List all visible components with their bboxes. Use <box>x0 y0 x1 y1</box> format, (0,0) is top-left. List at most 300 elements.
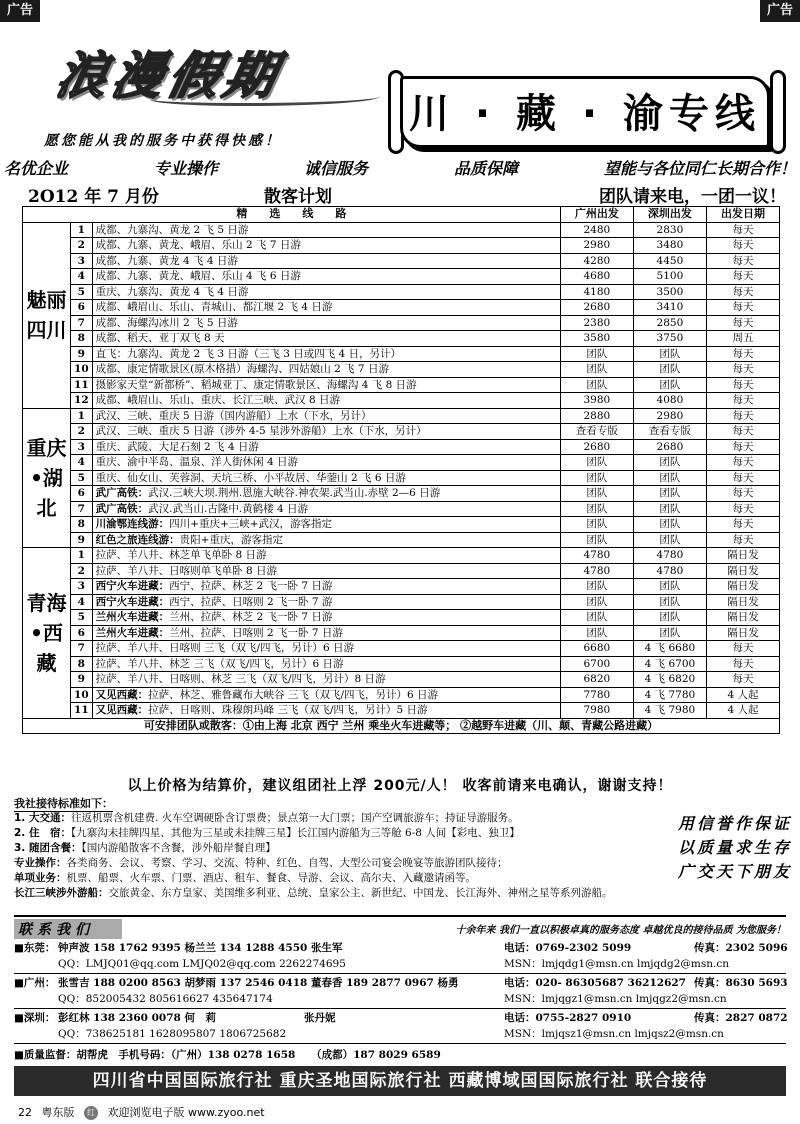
quality-supervision: ■质量监督：胡帮虎 手机号码：（广州）138 0278 1658 （成都）187 8029 6589 <box>14 1049 441 1061</box>
arrange-note-row <box>23 718 780 734</box>
departure-date: 每天 <box>706 656 779 672</box>
route-cell <box>92 253 560 269</box>
route-text: 成都、九寨、黄龙 4 飞 4 日游 <box>95 254 238 267</box>
row-number: 7 <box>71 641 93 657</box>
city-label: ■深圳： <box>14 1012 56 1024</box>
row-number: 3 <box>71 253 93 269</box>
route-text: 成都、九寨、黄龙、峨眉、乐山 4 飞 6 日游 <box>95 270 301 283</box>
price-shenzhen: 5100 <box>633 269 706 285</box>
route-text: 成都、海螺沟冰川 2 飞 5 日游 <box>95 316 238 329</box>
table-row <box>23 424 780 440</box>
standards-list <box>14 811 634 901</box>
route-cell <box>92 703 560 719</box>
route-text: 武汉、三峡、重庆 5 日游（国内游船）上水（下水，另计） <box>95 409 372 422</box>
contact-names: 钟声波 158 1762 9395 杨兰兰 134 1288 4550 张生军 <box>58 942 343 954</box>
table-row <box>23 331 780 347</box>
departure-date: 每天 <box>706 346 779 362</box>
price-shenzhen: 4780 <box>633 548 706 564</box>
price-guangzhou: 团队 <box>560 625 633 641</box>
plan-title-bar <box>14 182 786 207</box>
price-guangzhou: 团队 <box>560 470 633 486</box>
price-guangzhou: 6680 <box>560 641 633 657</box>
arrange-note: 可安排团队或散客：①由上海 北京 西宁 兰州 乘坐火车进藏等； ②越野车进藏（川、颠、青藏公路进藏） <box>23 718 780 734</box>
row-number: 2 <box>71 238 93 254</box>
route-prefix: 武广高铁： <box>95 502 149 515</box>
row-number: 4 <box>71 594 93 610</box>
contact-tel: 电话：0755-2827 0910 <box>504 1012 632 1024</box>
departure-date: 隔日发 <box>706 594 779 610</box>
route-prefix: 又见西藏： <box>95 688 149 701</box>
contact-fax: 传真：2827 0872 <box>694 1012 788 1024</box>
table-row <box>23 377 780 393</box>
route-text: 贵阳+重庆，游客指定 <box>179 533 283 546</box>
price-guangzhou: 6820 <box>560 672 633 688</box>
route-prefix: 兰州火车进藏： <box>95 611 170 624</box>
route-cell <box>92 625 560 641</box>
slogan: 愿您能从我的服务中获得快感！ <box>44 133 282 149</box>
header-route: 精 选 线 路 <box>23 207 561 223</box>
standard-item: 长江三峡涉外游船：交旅黄金、东方皇家、美国维多利亚、总统、皇家公主、新世纪、中国龙、长江海外、神州之星等系列游船。 <box>14 887 613 899</box>
row-number: 3 <box>71 579 93 595</box>
route-text: 重庆、仙女山、芙蓉洞、天坑三桥、小平故居、华蓥山 2 飞 6 日游 <box>95 471 406 484</box>
departure-date: 每天 <box>706 641 779 657</box>
departure-date: 每天 <box>706 377 779 393</box>
agencies-footer: 四川省中国国际旅行社 重庆圣地国际旅行社 西藏博域国国际旅行社 联合接待 <box>14 1066 786 1096</box>
row-number: 6 <box>71 300 93 316</box>
row-number: 4 <box>71 455 93 471</box>
row-number: 10 <box>71 362 93 378</box>
route-cell <box>92 548 560 564</box>
price-guangzhou: 4280 <box>560 253 633 269</box>
price-guangzhou: 团队 <box>560 610 633 626</box>
price-shenzhen: 3750 <box>633 331 706 347</box>
row-number: 8 <box>71 517 93 533</box>
service-motto: 以质量求生存 <box>677 838 792 857</box>
route-cell <box>92 641 560 657</box>
route-cell <box>92 424 560 440</box>
region-label: 青海•西藏 <box>23 548 71 719</box>
table-row <box>23 563 780 579</box>
motto: 诚信服务 <box>303 159 368 178</box>
route-cell <box>92 300 560 316</box>
table-row <box>23 238 780 254</box>
price-guangzhou: 团队 <box>560 517 633 533</box>
departure-date: 每天 <box>706 362 779 378</box>
routes-body <box>23 222 780 734</box>
table-row <box>23 656 780 672</box>
departure-date: 每天 <box>706 424 779 440</box>
plan-date: 2O12 年 7 月份 <box>28 187 159 207</box>
service-mottos <box>642 812 792 884</box>
price-shenzhen: 3410 <box>633 300 706 316</box>
contact-tagline: 十余年来 我们一直以积极卓真的服务态度 卓越优良的接待品质 为您服务！ <box>455 925 786 936</box>
price-shenzhen: 2980 <box>633 408 706 424</box>
row-number: 1 <box>71 408 93 424</box>
route-text: 兰州、拉萨、林芝 2 飞一卧 7 日游 <box>169 611 333 624</box>
contact-msn: MSN：lmjqsz1@msn.cn lmjqsz2@msn.cn <box>504 1028 724 1040</box>
route-cell <box>92 501 560 517</box>
price-guangzhou: 团队 <box>560 362 633 378</box>
city-label: ■广州： <box>14 977 56 989</box>
contact-shenzhen <box>14 1010 786 1042</box>
departure-date: 4 人起 <box>706 703 779 719</box>
row-number: 4 <box>71 269 93 285</box>
table-row <box>23 501 780 517</box>
table-row <box>23 641 780 657</box>
page-footer <box>18 1104 271 1120</box>
price-shenzhen: 团队 <box>633 470 706 486</box>
price-shenzhen: 4080 <box>633 393 706 409</box>
motto: 品质保障 <box>453 159 518 178</box>
route-cell <box>92 610 560 626</box>
departure-date: 每天 <box>706 222 779 238</box>
route-text: 拉萨、羊八井、日喀则、林芝 三飞（双飞/四飞，另计）8 日游 <box>95 673 386 686</box>
row-number: 7 <box>71 501 93 517</box>
price-note: 以上价格为结算价，建议组团社上浮 200元/人！ 收客前请来电确认，谢谢支持！ <box>127 778 673 794</box>
price-shenzhen: 团队 <box>633 455 706 471</box>
scroll-roll-right <box>770 70 786 154</box>
price-guangzhou: 团队 <box>560 532 633 548</box>
route-text: 西宁、拉萨、日喀则 2 飞一卧 7 游 <box>169 595 333 608</box>
row-number: 10 <box>71 687 93 703</box>
table-row <box>23 455 780 471</box>
price-guangzhou: 3580 <box>560 331 633 347</box>
mottos-bar <box>4 156 796 179</box>
route-cell <box>92 362 560 378</box>
motto: 名优企业 <box>4 159 69 178</box>
price-shenzhen: 3480 <box>633 238 706 254</box>
table-row <box>23 579 780 595</box>
table-row <box>23 532 780 548</box>
price-guangzhou: 团队 <box>560 486 633 502</box>
departure-date: 隔日发 <box>706 610 779 626</box>
departure-date: 隔日发 <box>706 563 779 579</box>
edition-badge-icon: 红 <box>84 1106 98 1120</box>
price-guangzhou: 团队 <box>560 594 633 610</box>
route-cell <box>92 532 560 548</box>
route-text: 拉萨、羊八井、日喀则单飞单卧 8 日游 <box>95 564 277 577</box>
price-guangzhou: 4680 <box>560 269 633 285</box>
price-guangzhou: 2880 <box>560 408 633 424</box>
standard-item: 1. 大交通：往返机票含机建费. 火车空调硬卧含订票费；景点第一大门票；国产空调旅游车；持证导游服务。 <box>14 812 519 824</box>
city-label: ■东莞： <box>14 942 56 954</box>
divider <box>14 1008 786 1009</box>
motto: 望能与各位同仁长期合作！ <box>603 159 796 178</box>
route-cell <box>92 455 560 471</box>
price-shenzhen: 4 飞 6820 <box>633 672 706 688</box>
edition: 粤东版 <box>41 1106 75 1119</box>
contact-qq: QQ：852005432 805616627 435647174 <box>58 993 273 1005</box>
price-shenzhen: 4 飞 7780 <box>633 687 706 703</box>
row-number: 9 <box>71 672 93 688</box>
route-text: 拉萨、林芝、雅鲁藏布大峡谷 三飞（双飞/四飞，另计）6 日游 <box>148 688 439 701</box>
price-guangzhou: 7980 <box>560 703 633 719</box>
table-row <box>23 703 780 719</box>
price-guangzhou: 2680 <box>560 439 633 455</box>
price-shenzhen: 团队 <box>633 610 706 626</box>
table-row <box>23 594 780 610</box>
route-text: 成都、峨眉山、乐山、青城山、都江堰 2 飞 4 日游 <box>95 301 333 314</box>
route-cell <box>92 222 560 238</box>
route-cell <box>92 486 560 502</box>
route-cell <box>92 672 560 688</box>
logo: 浪漫假期 <box>50 46 288 105</box>
row-number: 5 <box>71 470 93 486</box>
price-shenzhen: 4 飞 6700 <box>633 656 706 672</box>
price-guangzhou: 查看专版 <box>560 424 633 440</box>
contact-qq: QQ：738625181 1628095807 1806725682 <box>58 1028 287 1040</box>
route-cell <box>92 439 560 455</box>
table-row <box>23 687 780 703</box>
row-number: 11 <box>71 377 93 393</box>
table-row <box>23 625 780 641</box>
departure-date: 每天 <box>706 517 779 533</box>
table-header-row <box>23 207 780 223</box>
row-number: 11 <box>71 703 93 719</box>
route-text: 成都、峨眉山、乐山、重庆、长江三峡、武汉 8 日游 <box>95 394 340 407</box>
contact-fax: 传真：8630 5693 <box>694 977 788 989</box>
table-row <box>23 408 780 424</box>
logo-swoosh <box>150 90 380 106</box>
departure-date: 每天 <box>706 269 779 285</box>
contact-names: 张雪吉 188 0200 8563 胡梦雨 137 2546 0418 董春香 189 2877 0967 杨勇 <box>58 977 459 989</box>
contact-tel: 电话：020- 86305687 36212627 <box>504 977 686 989</box>
price-guangzhou: 2480 <box>560 222 633 238</box>
contact-guangzhou <box>14 975 786 1007</box>
departure-date: 每天 <box>706 439 779 455</box>
departure-date: 每天 <box>706 532 779 548</box>
route-cell <box>92 377 560 393</box>
route-prefix: 西宁火车进藏： <box>95 595 170 608</box>
table-row <box>23 517 780 533</box>
row-number: 9 <box>71 532 93 548</box>
route-text: 四川+重庆+三峡+武汉，游客指定 <box>169 518 333 531</box>
price-shenzhen: 团队 <box>633 362 706 378</box>
route-text: 武汉、三峡、重庆 5 日游（涉外 4-5 星涉外游船）上水（下水，另计） <box>95 425 427 438</box>
standards-label: 我社接待标准如下： <box>14 797 113 810</box>
route-text: 重庆、渝中半岛、温泉、洋人街休闲 4 日游 <box>95 456 298 469</box>
row-number: 3 <box>71 439 93 455</box>
route-text: 拉萨、羊八井、日喀则 三飞（双飞/四飞，另计）6 日游 <box>95 642 355 655</box>
row-number: 2 <box>71 424 93 440</box>
row-number: 6 <box>71 486 93 502</box>
row-number: 1 <box>71 222 93 238</box>
table-row <box>23 222 780 238</box>
route-text: 西宁、拉萨、林芝 2 飞一卧 7 日游 <box>169 580 333 593</box>
service-motto: 用信誉作保证 <box>677 814 792 833</box>
standard-item: 3. 随团含餐：【国内游船散客不含餐，涉外船岸餐自理】 <box>14 842 276 854</box>
departure-date: 每天 <box>706 486 779 502</box>
departure-date: 隔日发 <box>706 579 779 595</box>
region-label: 魅丽四川 <box>23 222 71 408</box>
row-number: 5 <box>71 284 93 300</box>
route-text: 成都、九寨沟、黄龙 2 飞 5 日游 <box>95 223 249 236</box>
standard-item: 专业操作：各类商务、会议、考察、学习、交流、特种、红色、自驾、大型公司宴会晚宴等旅游团队接待； <box>14 857 508 869</box>
departure-date: 周五 <box>706 331 779 347</box>
route-cell <box>92 408 560 424</box>
departure-date: 每天 <box>706 238 779 254</box>
plan-name: 散客计划 <box>264 187 332 207</box>
route-cell <box>92 238 560 254</box>
route-prefix: 又见西藏： <box>95 704 149 717</box>
row-number: 6 <box>71 625 93 641</box>
price-guangzhou: 团队 <box>560 377 633 393</box>
route-text: 成都、康定情歌景区(原木格措）海螺沟、四姑娘山 2 飞 7 日游 <box>95 363 389 376</box>
route-prefix: 川渝鄂连线游： <box>95 518 170 531</box>
price-guangzhou: 团队 <box>560 579 633 595</box>
route-text: 重庆、九寨沟、黄龙 4 飞 4 日游 <box>95 285 249 298</box>
table-row <box>23 269 780 285</box>
departure-date: 每天 <box>706 393 779 409</box>
price-guangzhou: 6700 <box>560 656 633 672</box>
price-guangzhou: 4780 <box>560 548 633 564</box>
ad-tag-left: 广告 <box>0 0 40 22</box>
route-text: 武汉.三峡大坝.荆州.恩施大峡谷.神农架.武当山.赤壁 2—6 日游 <box>148 487 441 500</box>
price-shenzhen: 团队 <box>633 625 706 641</box>
table-row <box>23 486 780 502</box>
standard-item: 2. 住 宿：【九寨沟未挂牌四星、其他为三星或未挂牌三星】长江国内游船为三等舱 6-8 人间【彩电、独卫】 <box>14 827 520 839</box>
price-guangzhou: 团队 <box>560 346 633 362</box>
routes-table <box>22 206 780 734</box>
table-row <box>23 253 780 269</box>
route-text: 拉萨、日喀则、珠穆朗玛峰 三飞（双飞/四飞，另计）5 日游 <box>148 704 428 717</box>
route-text: 武汉.武当山.古隆中.黄鹤楼 4 日游 <box>148 502 309 515</box>
row-number: 1 <box>71 548 93 564</box>
price-shenzhen: 团队 <box>633 486 706 502</box>
price-shenzhen: 团队 <box>633 517 706 533</box>
price-guangzhou: 团队 <box>560 455 633 471</box>
price-shenzhen: 团队 <box>633 532 706 548</box>
standard-item: 单项业务：机票、船票、火车票、门票、酒店、租车、餐食、导游、会议、高尔夫、入藏邀请函等。 <box>14 872 476 884</box>
table-row <box>23 548 780 564</box>
route-cell <box>92 393 560 409</box>
departure-date: 每天 <box>706 672 779 688</box>
contact-header <box>14 915 786 938</box>
price-guangzhou: 团队 <box>560 501 633 517</box>
departure-date: 每天 <box>706 315 779 331</box>
divider <box>14 1043 786 1044</box>
price-shenzhen: 团队 <box>633 579 706 595</box>
table-row <box>23 315 780 331</box>
price-shenzhen: 4780 <box>633 563 706 579</box>
route-prefix: 红色之旅连线游： <box>95 533 180 546</box>
row-number: 9 <box>71 346 93 362</box>
contact-dongguan <box>14 940 786 972</box>
departure-date: 每天 <box>706 455 779 471</box>
page-number: 22 <box>18 1106 32 1119</box>
header <box>0 22 800 172</box>
route-text: 成都、九寨、黄龙、峨眉、乐山 2 飞 7 日游 <box>95 239 301 252</box>
header-date: 出发日期 <box>706 207 779 223</box>
route-cell <box>92 331 560 347</box>
route-cell <box>92 269 560 285</box>
price-guangzhou: 3980 <box>560 393 633 409</box>
region-label: 重庆•湖北 <box>23 408 71 548</box>
header-gz: 广州出发 <box>560 207 633 223</box>
banner-title: 川 · 藏 · 渝专线 <box>408 91 762 137</box>
departure-date: 每天 <box>706 284 779 300</box>
price-shenzhen: 2680 <box>633 439 706 455</box>
contact-msn: MSN：lmjqgz1@msn.cn lmjqgz2@msn.cn <box>504 993 727 1005</box>
row-number: 12 <box>71 393 93 409</box>
price-shenzhen: 2830 <box>633 222 706 238</box>
motto: 专业操作 <box>153 159 218 178</box>
divider <box>14 973 786 974</box>
route-text: 摄影家天堂“新都桥”、稻城亚丁、康定情歌景区、海螺沟 4 飞 8 日游 <box>95 378 417 391</box>
row-number: 8 <box>71 656 93 672</box>
route-cell <box>92 687 560 703</box>
price-guangzhou: 4780 <box>560 563 633 579</box>
price-shenzhen: 查看专版 <box>633 424 706 440</box>
contact-msn: MSN：lmjqdg1@msn.cn lmjqdg2@msn.cn <box>504 958 729 970</box>
table-row <box>23 439 780 455</box>
table-row <box>23 610 780 626</box>
row-number: 2 <box>71 563 93 579</box>
route-cell <box>92 563 560 579</box>
price-shenzhen: 4 飞 7980 <box>633 703 706 719</box>
departure-date: 每天 <box>706 470 779 486</box>
departure-date: 隔日发 <box>706 625 779 641</box>
route-text: 拉萨、羊八井、林芝单飞单卧 8 日游 <box>95 549 267 562</box>
route-cell <box>92 346 560 362</box>
price-guangzhou: 2680 <box>560 300 633 316</box>
route-cell <box>92 315 560 331</box>
departure-date: 每天 <box>706 408 779 424</box>
table-row <box>23 672 780 688</box>
departure-date: 每天 <box>706 501 779 517</box>
route-cell <box>92 594 560 610</box>
ad-tag-right: 广告 <box>760 0 800 22</box>
departure-date: 4 人起 <box>706 687 779 703</box>
route-cell <box>92 284 560 300</box>
departure-date: 每天 <box>706 253 779 269</box>
route-cell <box>92 470 560 486</box>
route-prefix: 兰州火车进藏： <box>95 626 170 639</box>
row-number: 8 <box>71 331 93 347</box>
route-text: 成都、稻天、亚丁双飞 8 天 <box>95 332 225 345</box>
row-number: 5 <box>71 610 93 626</box>
price-shenzhen: 4450 <box>633 253 706 269</box>
route-cell <box>92 579 560 595</box>
route-text: 兰州、拉萨、日喀则 2 飞一卧 7 日游 <box>169 626 343 639</box>
price-shenzhen: 团队 <box>633 346 706 362</box>
table-row <box>23 362 780 378</box>
service-motto: 广交天下朋友 <box>677 862 792 881</box>
website: 欢迎浏览电子版 www.zyoo.net <box>107 1106 265 1119</box>
table-row <box>23 284 780 300</box>
route-cell <box>92 517 560 533</box>
route-text: 拉萨、羊八井、林芝 三飞（双飞/四飞，另计）6 日游 <box>95 657 344 670</box>
price-shenzhen: 团队 <box>633 377 706 393</box>
price-guangzhou: 4180 <box>560 284 633 300</box>
table-row <box>23 346 780 362</box>
table-row <box>23 300 780 316</box>
contact-names-2: 张丹妮 <box>304 1012 336 1024</box>
route-text: 直飞：九寨沟、黄龙 2 飞 3 日游（三飞 3 日或四飞 4 日，另计） <box>95 347 402 360</box>
price-shenzhen: 4 飞 6680 <box>633 641 706 657</box>
price-guangzhou: 2380 <box>560 315 633 331</box>
route-cell <box>92 656 560 672</box>
price-guangzhou: 2980 <box>560 238 633 254</box>
price-guangzhou: 7780 <box>560 687 633 703</box>
price-shenzhen: 3500 <box>633 284 706 300</box>
header-sz: 深圳出发 <box>633 207 706 223</box>
price-shenzhen: 团队 <box>633 594 706 610</box>
contact-tel: 电话：0769-2302 5099 <box>504 942 632 954</box>
departure-date: 隔日发 <box>706 548 779 564</box>
contact-qq: QQ：LMJQ01@qq.com LMJQ02@qq.com 2262274695 <box>58 958 346 970</box>
row-number: 7 <box>71 315 93 331</box>
